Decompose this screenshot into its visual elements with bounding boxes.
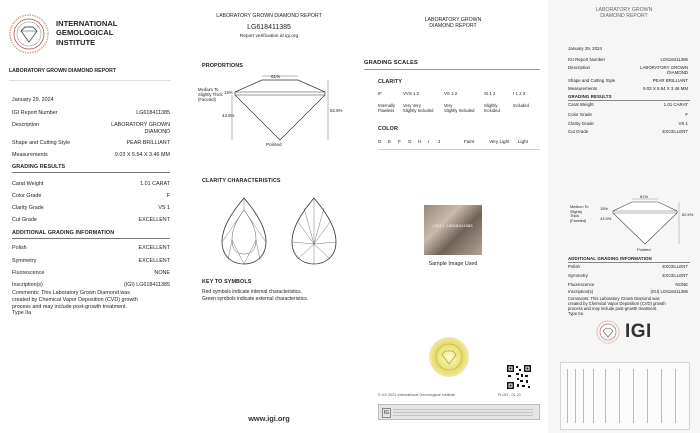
summary-field-label: Measurements	[568, 86, 598, 91]
crown-percent: 15%	[224, 90, 233, 95]
scales-title-line: LABORATORY GROWN	[424, 17, 482, 23]
security-strip: IG	[378, 404, 540, 420]
summary-grade-label: Color Grade	[568, 112, 592, 117]
clarity-desc-line: Flawless	[378, 108, 395, 113]
hologram-seal	[428, 336, 470, 378]
proportions-diagram	[230, 74, 330, 146]
summary-depth-percent: 62.5%	[682, 212, 694, 217]
proportions-heading: PROPORTIONS	[202, 63, 243, 69]
clarity-desc-line: Included	[513, 103, 529, 108]
clarity-grade: VS 1 2	[444, 91, 458, 96]
report-date: January 29, 2024	[12, 97, 54, 103]
qr-code	[506, 364, 532, 390]
comment-line: Type IIa	[12, 310, 32, 317]
summary-field-label: IGI Report Number	[568, 57, 606, 62]
info-value: (IGI) LG618411385	[123, 282, 170, 288]
grade-label: Carat Weight	[12, 181, 44, 187]
pavilion-percent: 43.5%	[222, 113, 235, 118]
grade-label: Color Grade	[12, 193, 42, 199]
key-to-symbols-heading: KEY TO SYMBOLS	[202, 279, 252, 285]
scales-title-line: DIAMOND REPORT	[429, 23, 477, 30]
info-label: Polish	[12, 245, 27, 251]
field-label: Measurements	[12, 152, 48, 158]
igi-seal-logo	[9, 14, 49, 54]
clarity-desc	[444, 103, 475, 113]
summary-comment-line: Type IIa	[568, 311, 583, 316]
org-name	[56, 19, 117, 47]
info-value: EXCELLENT	[138, 245, 170, 251]
color-letter: E	[388, 139, 392, 144]
color-desc: Light	[518, 139, 528, 144]
field-value: LABORATORY GROWN	[111, 122, 170, 128]
website: www.igi.org	[248, 414, 290, 423]
key-line: Red symbols indicate internal characteristics.	[202, 289, 303, 295]
field-value: PEAR BRILLIANT	[126, 140, 170, 146]
field-label: Description	[12, 122, 39, 128]
grade-value: 1.01 CARAT	[140, 181, 170, 187]
summary-girdle-line: (Faceted)	[570, 218, 587, 223]
summary-info-label: Symmetry	[568, 273, 588, 278]
summary-info-value: (IGI) LG618411385	[650, 289, 688, 294]
scales-title	[358, 17, 548, 30]
grade-value: F	[166, 193, 170, 199]
igi-wordmark: IGI	[625, 321, 652, 342]
verification-note: Report verification at igi.org	[239, 34, 299, 39]
color-desc: Faint	[464, 139, 475, 144]
pear-crown-plot	[220, 196, 268, 266]
report-middle-panel	[180, 0, 358, 433]
summary-grade-label: Clarity Grade	[568, 121, 594, 126]
grade-label: Clarity Grade	[12, 205, 44, 211]
grade-value: VS 1	[158, 205, 170, 211]
summary-title	[548, 7, 700, 20]
summary-title-line: LABORATORY GROWN	[595, 7, 653, 13]
table-percent: 61%	[271, 74, 281, 79]
summary-date: January 29, 2024	[568, 46, 602, 51]
summary-grade-value: F	[685, 112, 688, 117]
summary-field-label: Shape and Cutting Style	[568, 78, 616, 83]
additional-heading: ADDITIONAL GRADING INFORMATION	[12, 230, 115, 236]
clarity-grade: I 1 2 3	[513, 91, 526, 96]
clarity-desc-line: Slightly Included	[444, 108, 475, 113]
comment-line: process and may include post-growth treatment.	[12, 303, 128, 310]
girdle-line: Medium To	[198, 87, 219, 92]
summary-crown-percent: 15%	[600, 206, 609, 211]
clarity-grade: SI 1 2	[484, 91, 496, 96]
summary-field-value: LABORATORY GROWN	[640, 65, 688, 70]
clarity-desc-line: Very Very	[403, 103, 421, 108]
comments	[12, 290, 138, 317]
color-letter: I	[428, 139, 430, 144]
grading-scales-panel	[358, 0, 548, 433]
field-label: Shape and Cutting Style	[12, 140, 71, 146]
clarity-desc	[484, 103, 500, 113]
summary-grading-heading: GRADING RESULTS	[568, 94, 612, 99]
clarity-desc-line: Very	[444, 103, 453, 108]
clarity-scale-heading: CLARITY	[378, 79, 403, 85]
summary-grade-value: 1.01 CARAT	[663, 102, 688, 107]
summary-girdle-line: Medium To	[570, 205, 589, 209]
grading-results-heading: GRADING RESULTS	[12, 164, 66, 170]
info-value: NONE	[154, 270, 170, 276]
summary-field-label: Description	[568, 65, 590, 70]
summary-info-label: Polish	[568, 264, 580, 269]
report-summary-panel	[548, 0, 700, 433]
clarity-grade: IF	[378, 91, 382, 96]
info-label: Symmetry	[12, 258, 37, 264]
form-code: FLGD - 01.21	[498, 393, 522, 397]
color-desc: Very Light	[489, 139, 510, 144]
report-left-panel	[0, 0, 180, 433]
summary-comment-line: created by Chemical Vapor Deposition (CVD) growth	[568, 301, 666, 306]
key-line: Green symbols indicate external characteristics.	[202, 296, 309, 302]
color-letter: F	[398, 139, 401, 144]
culet-label: Pointed	[266, 142, 282, 147]
summary-field-value: LG618411385	[660, 57, 688, 62]
org-name-line: GEMOLOGICAL	[56, 28, 114, 38]
summary-comment-line: Comments: This Laboratory Grown Diamond was	[568, 296, 660, 301]
summary-grade-value: VS 1	[678, 121, 688, 126]
report-number: LG618411385	[247, 24, 291, 31]
clarity-desc-line: Internally	[378, 103, 395, 108]
summary-grade-label: Carat Weight	[568, 102, 594, 107]
summary-grade-label: Cut Grade	[568, 129, 589, 134]
summary-field-value: 9.03 X 5.54 X 3.46 MM	[643, 86, 688, 91]
depth-percent: 62.5%	[330, 108, 343, 113]
color-scale-heading: COLOR	[378, 126, 398, 132]
grade-label: Cut Grade	[12, 217, 37, 223]
comment-line: Comments: This Laboratory Grown Diamond was	[12, 290, 130, 296]
grade-value: EXCELLENT	[138, 217, 170, 223]
clarity-desc	[513, 103, 529, 108]
doc-title: LABORATORY GROWN DIAMOND REPORT	[9, 68, 117, 74]
color-letter: H	[418, 139, 422, 144]
color-letter: D	[378, 139, 382, 144]
summary-info-label: Inscription(s)	[568, 289, 594, 294]
summary-info-value: EXCELLENT	[662, 264, 688, 269]
girdle-line: Slightly Thick	[198, 92, 223, 97]
summary-culet-label: Pointed	[637, 247, 651, 252]
field-value: DIAMOND	[144, 129, 170, 135]
org-name-line: INTERNATIONAL	[56, 19, 118, 28]
sample-inscription-text: (IGI) LG618411385	[432, 225, 473, 229]
summary-info-value: EXCELLENT	[662, 273, 688, 278]
summary-additional-heading: ADDITIONAL GRADING INFORMATION	[568, 256, 652, 261]
summary-title-line: DIAMOND REPORT	[600, 13, 648, 20]
clarity-desc-line: Included	[484, 108, 500, 113]
info-value: EXCELLENT	[138, 258, 170, 264]
summary-info-label: Fluorescence	[568, 282, 595, 287]
org-name-line: INSTITUTE	[56, 37, 96, 47]
summary-pavilion-percent: 43.5%	[600, 216, 612, 221]
summary-girdle-line: Thick	[570, 214, 580, 219]
sample-inscription-photo	[424, 205, 482, 255]
summary-table-percent: 61%	[640, 194, 649, 199]
field-label: IGI Report Number	[12, 110, 58, 116]
pear-pavilion-plot	[290, 196, 338, 266]
info-label: Inscription(s)	[12, 282, 43, 288]
clarity-desc-line: Slightly Included	[403, 108, 434, 113]
rotated-summary-block	[560, 362, 690, 430]
girdle-label	[198, 87, 223, 102]
sample-image-caption: Sample Image Used	[428, 261, 478, 267]
copyright: © IGI 2021 International Gemological Institute	[378, 393, 455, 397]
summary-girdle-line: Slightly	[570, 209, 583, 214]
summary-field-value: PEAR BRILLIANT	[652, 78, 688, 83]
clarity-desc	[378, 103, 395, 113]
clarity-grade: VVS 1 2	[403, 91, 420, 96]
clarity-desc-line: Slightly	[484, 103, 498, 108]
grading-scales-heading: GRADING SCALES	[364, 60, 418, 66]
summary-comment-line: process and may include post-growth treatment.	[568, 306, 658, 311]
info-label: Fluorescence	[12, 270, 45, 276]
color-letter: G	[408, 139, 412, 144]
field-value: 9.03 X 5.54 X 3.46 MM	[114, 152, 170, 158]
summary-field-value: DIAMOND	[667, 70, 688, 75]
clarity-characteristics-heading: CLARITY CHARACTERISTICS	[202, 178, 281, 184]
summary-proportions-diagram	[610, 198, 680, 248]
summary-info-value: NONE	[675, 282, 688, 287]
comment-line: created by Chemical Vapor Deposition (CVD) growth	[12, 296, 138, 303]
color-letter: J	[438, 139, 441, 144]
girdle-line: (Faceted)	[198, 97, 216, 102]
field-value: LG618411385	[136, 110, 170, 116]
middle-title: LABORATORY GROWN DIAMOND REPORT	[216, 13, 322, 19]
summary-girdle-label	[570, 205, 589, 223]
summary-comments	[568, 296, 666, 316]
summary-grade-value: EXCELLENT	[662, 129, 688, 134]
clarity-desc	[403, 103, 434, 113]
igi-seal-small	[596, 320, 620, 344]
